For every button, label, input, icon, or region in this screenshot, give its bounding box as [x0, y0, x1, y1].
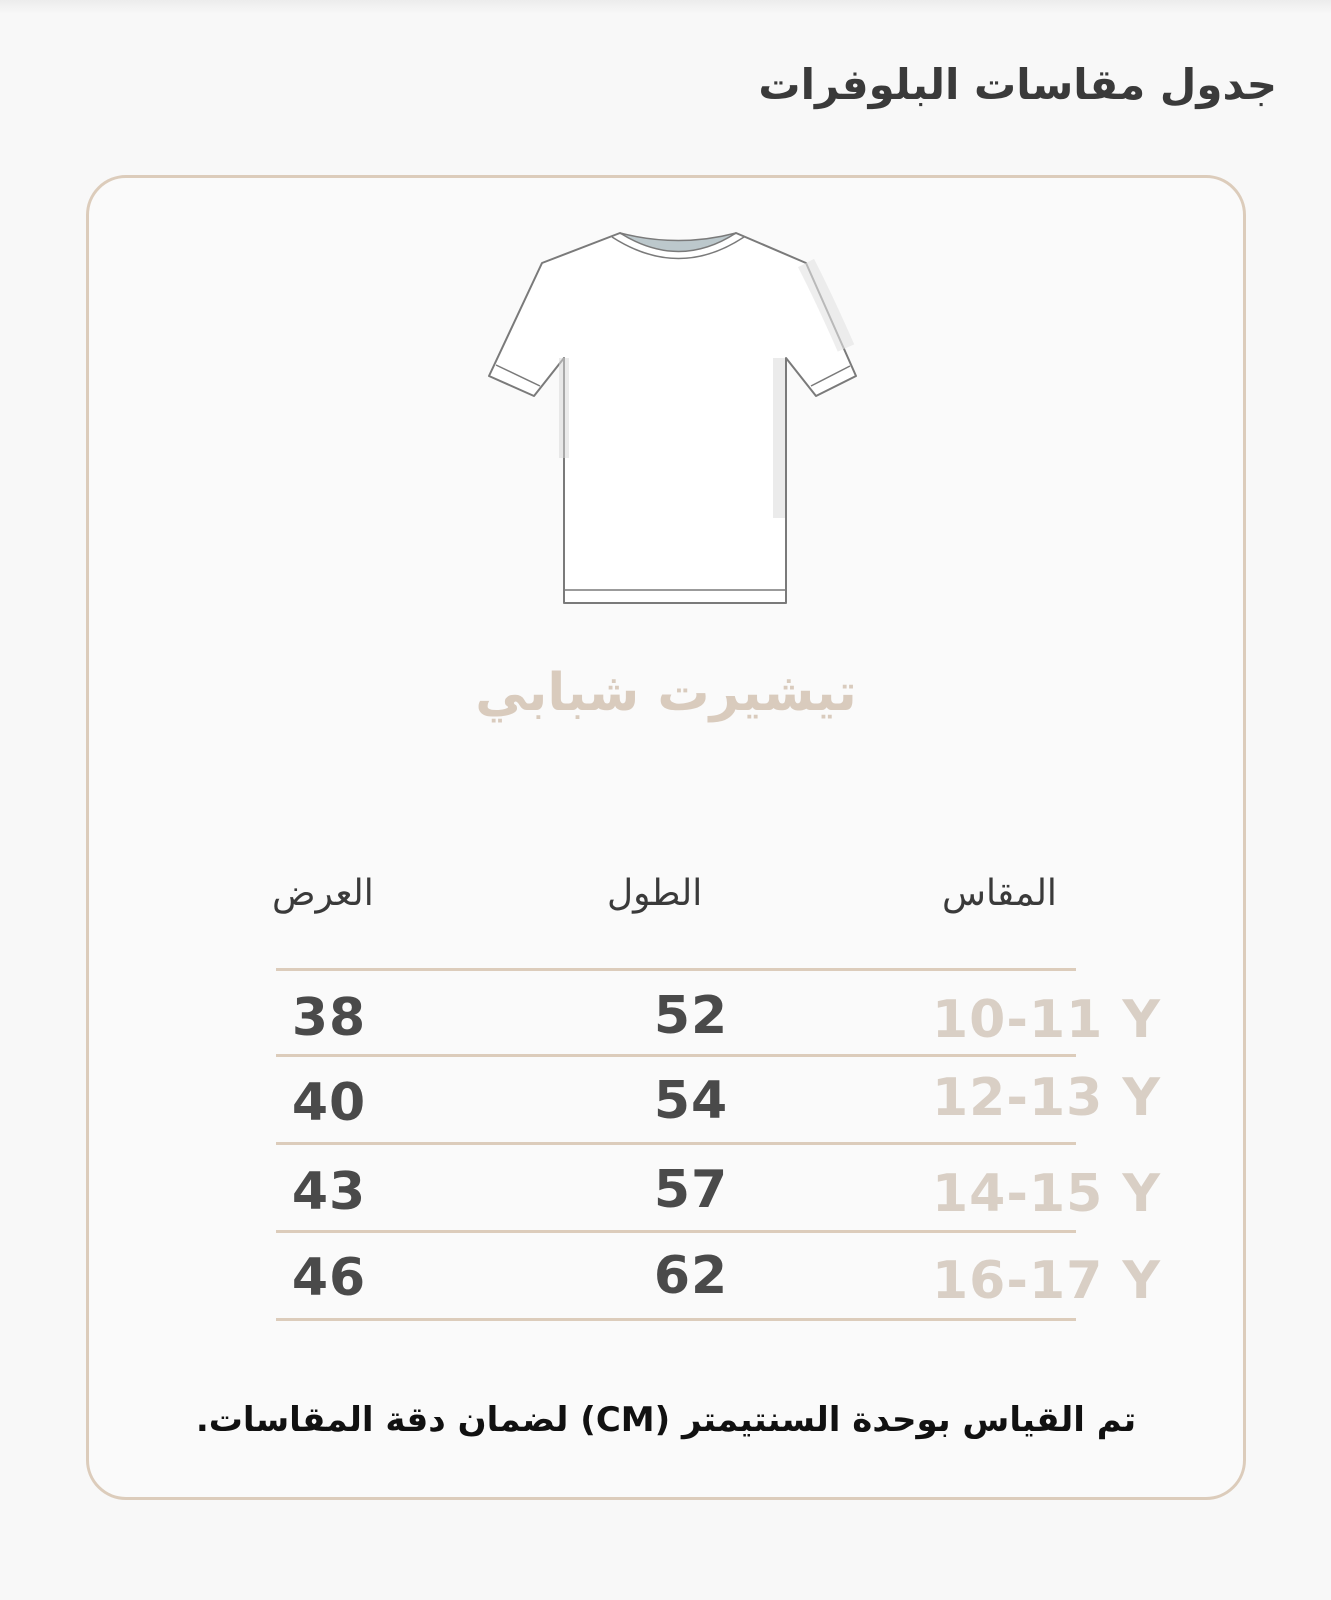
length-cell: 57: [653, 1160, 729, 1220]
width-cell: 40: [291, 1073, 367, 1133]
size-cell: 16-17 Y: [932, 1251, 1162, 1311]
page-title: جدول مقاسات البلوفرات: [758, 60, 1277, 109]
column-header-size: المقاس: [942, 873, 1057, 914]
length-cell: 54: [653, 1071, 729, 1131]
measurement-note: تم القياس بوحدة السنتيمتر (CM) لضمان دقة المقاسات.: [195, 1400, 1137, 1440]
column-header-width: العرض: [272, 873, 374, 914]
width-cell: 43: [291, 1162, 367, 1222]
width-cell: 46: [291, 1248, 367, 1308]
length-cell: 52: [653, 986, 729, 1046]
top-strip: [0, 0, 1331, 14]
product-name: تيشيرت شبابي: [475, 663, 857, 723]
size-cell: 14-15 Y: [932, 1164, 1162, 1224]
t-shirt-icon: [484, 218, 874, 608]
table-divider: [276, 1230, 1076, 1233]
length-cell: 62: [653, 1246, 729, 1306]
width-cell: 38: [291, 988, 367, 1048]
size-cell: 12-13 Y: [932, 1068, 1162, 1128]
table-divider: [276, 1318, 1076, 1321]
table-divider: [276, 968, 1076, 971]
size-cell: 10-11 Y: [932, 990, 1162, 1050]
table-divider: [276, 1054, 1076, 1057]
table-divider: [276, 1142, 1076, 1145]
size-chart-card: [86, 175, 1246, 1500]
column-header-length: الطول: [607, 873, 703, 914]
